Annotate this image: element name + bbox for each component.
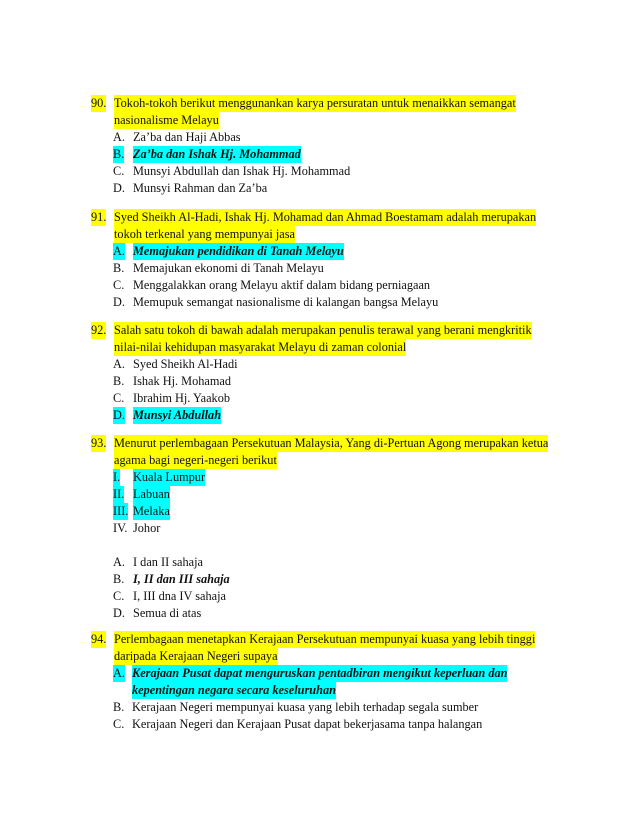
option-text: Memupuk semangat nasionalisme di kalangan bangsa Melayu: [133, 295, 439, 309]
question-text-line: tokoh terkenal yang mempunyai jasa: [114, 227, 295, 241]
option-text: Semua di atas: [133, 606, 202, 620]
question-93: [91, 435, 561, 622]
option-text-answer: Za’ba dan Ishak Hj. Mohammad: [133, 147, 301, 161]
option-label: C.: [113, 589, 125, 603]
option-label: C.: [113, 164, 125, 178]
option-label: C.: [113, 391, 125, 405]
question-90: [91, 95, 561, 197]
question-number: 90.: [91, 96, 107, 110]
question-text-line: Menurut perlembagaan Persekutuan Malaysia, Yang di-Pertuan Agong merupakan ketua: [114, 436, 549, 450]
option-text: Menggalakkan orang Melayu aktif dalam bidang perniagaan: [133, 278, 431, 292]
option-label: A.: [113, 666, 125, 680]
option-text-answer: I, II dan III sahaja: [133, 572, 230, 586]
option-text: Munsyi Rahman dan Za’ba: [133, 181, 268, 195]
roman-text: Kuala Lumpur: [133, 470, 206, 484]
question-number: 93.: [91, 436, 107, 450]
question-text-line: Syed Sheikh Al-Hadi, Ishak Hj. Mohamad dan Ahmad Boestamam adalah merupakan: [114, 210, 537, 224]
option-text-answer-continued: kepentingan negara secara keseluruhan: [132, 683, 336, 697]
question-text-line: Perlembagaan menetapkan Kerajaan Persekutuan mempunyai kuasa yang lebih tinggi: [114, 632, 536, 646]
option-label: D.: [113, 408, 125, 422]
question-text-line: daripada Kerajaan Negeri supaya: [114, 649, 278, 663]
roman-label: III.: [113, 504, 129, 518]
option-text: Ishak Hj. Mohamad: [133, 374, 232, 388]
question-text-line: nilai-nilai kehidupan masyarakat Melayu di zaman colonial: [114, 340, 407, 354]
roman-label: I.: [113, 470, 121, 484]
option-text-answer: Munsyi Abdullah: [133, 408, 222, 422]
question-text-line: agama bagi negeri-negeri berikut: [114, 453, 277, 467]
question-number: 92.: [91, 323, 107, 337]
option-label: A.: [113, 130, 125, 144]
option-text: Ibrahim Hj. Yaakob: [133, 391, 230, 405]
option-label: D.: [113, 606, 125, 620]
roman-text: Johor: [133, 521, 161, 535]
option-label: D.: [113, 295, 125, 309]
option-text-answer: Memajukan pendidikan di Tanah Melayu: [133, 244, 344, 258]
option-text: Memajukan ekonomi di Tanah Melayu: [133, 261, 324, 275]
option-label: B.: [113, 700, 125, 714]
option-text: Kerajaan Negeri dan Kerajaan Pusat dapat bekerjasama tanpa halangan: [132, 717, 483, 731]
option-label: D.: [113, 181, 125, 195]
roman-label: II.: [113, 487, 125, 501]
option-label: B.: [113, 572, 125, 586]
option-text: I dan II sahaja: [133, 555, 203, 569]
option-text: I, III dna IV sahaja: [133, 589, 226, 603]
question-text-line: Salah satu tokoh di bawah adalah merupakan penulis terawal yang berani mengkritik: [114, 323, 532, 337]
option-label: C.: [113, 278, 125, 292]
roman-label: IV.: [113, 521, 128, 535]
option-label: A.: [113, 357, 125, 371]
option-text: Munsyi Abdullah dan Ishak Hj. Mohammad: [133, 164, 351, 178]
roman-text: Melaka: [133, 504, 170, 518]
option-label: A.: [113, 555, 125, 569]
question-91: [91, 209, 561, 311]
option-text: Kerajaan Negeri mempunyai kuasa yang lebih terhadap segala sumber: [132, 700, 479, 714]
question-text-line: Tokoh-tokoh berikut menggunankan karya persuratan untuk menaikkan semangat: [114, 96, 516, 110]
option-label: B.: [113, 261, 125, 275]
option-label: A.: [113, 244, 125, 258]
roman-text: Labuan: [133, 487, 170, 501]
question-94: [91, 631, 561, 733]
question-number: 94.: [91, 632, 107, 646]
question-text-line: nasionalisme Melayu: [114, 113, 219, 127]
option-text: Za’ba dan Haji Abbas: [133, 130, 241, 144]
option-text: Syed Sheikh Al-Hadi: [133, 357, 238, 371]
option-label: B.: [113, 147, 125, 161]
question-number: 91.: [91, 210, 107, 224]
question-92: [91, 322, 561, 424]
option-text-answer: Kerajaan Pusat dapat menguruskan pentadbiran mengikut keperluan dan: [132, 666, 508, 680]
option-label: B.: [113, 374, 125, 388]
option-label: C.: [113, 717, 125, 731]
